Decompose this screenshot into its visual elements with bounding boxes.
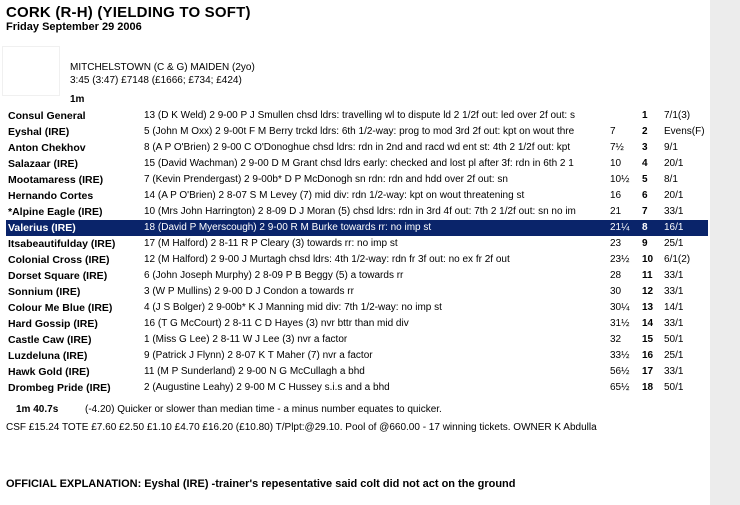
- runner-name: Castle Caw (IRE): [8, 334, 92, 346]
- runner-row[interactable]: [6, 124, 708, 140]
- runner-position: 11: [642, 270, 653, 281]
- runner-row[interactable]: [6, 364, 708, 380]
- runner-lengths: 30¼: [610, 302, 630, 313]
- runner-odds: 20/1: [664, 158, 684, 169]
- race-name: MITCHELSTOWN (C & G) MAIDEN (2yo): [70, 62, 255, 73]
- runner-details: 17 (M Halford) 2 8-11 R P Cleary (3) towards rr: no imp st: [144, 238, 398, 249]
- runner-name: Valerius (IRE): [8, 222, 76, 234]
- runner-odds: 14/1: [664, 302, 684, 313]
- runner-lengths: 23½: [610, 254, 630, 265]
- runner-row[interactable]: [6, 172, 708, 188]
- runner-odds: 33/1: [664, 286, 684, 297]
- runner-details: 13 (D K Weld) 2 9-00 P J Smullen chsd ldrs: travelling wl to dispute ld 2 1/2f out: led over 2f out: s: [144, 110, 575, 121]
- runner-position: 16: [642, 350, 654, 361]
- runner-row[interactable]: [6, 284, 708, 300]
- runner-row[interactable]: [6, 236, 708, 252]
- runner-details: 6 (John Joseph Murphy) 2 8-09 P B Beggy (5) a towards rr: [144, 270, 404, 281]
- runner-odds: 33/1: [664, 318, 684, 329]
- logo-placeholder: [2, 46, 60, 96]
- runner-row[interactable]: [6, 316, 708, 332]
- runner-name: Sonnium (IRE): [8, 286, 81, 298]
- runner-row[interactable]: [6, 380, 708, 396]
- runner-lengths: 7½: [610, 142, 624, 153]
- runner-lengths: 16: [610, 190, 622, 201]
- runner-name: Colour Me Blue (IRE): [8, 302, 113, 314]
- time-note: (-4.20) Quicker or slower than median time - a minus number equates to quicker.: [85, 404, 442, 415]
- runner-details: 3 (W P Mullins) 2 9-00 D J Condon a towards rr: [144, 286, 354, 297]
- runner-row[interactable]: [6, 156, 708, 172]
- runner-odds: 16/1: [664, 222, 684, 233]
- runner-lengths: 30: [610, 286, 622, 297]
- runner-position: 5: [642, 174, 648, 185]
- runner-name: Mootamaress (IRE): [8, 174, 104, 186]
- runner-row[interactable]: [6, 108, 708, 124]
- runner-position: 7: [642, 206, 648, 217]
- runner-name: Dorset Square (IRE): [8, 270, 108, 282]
- runner-position: 2: [642, 126, 648, 137]
- runner-odds: 6/1(2): [664, 254, 691, 265]
- runner-name: Colonial Cross (IRE): [8, 254, 110, 266]
- runner-name: Hawk Gold (IRE): [8, 366, 90, 378]
- runner-row[interactable]: [6, 268, 708, 284]
- runner-details: 10 (Mrs John Harrington) 2 8-09 D J Moran (5) chsd ldrs: rdn in 3rd 4f out: 7th 2 1/2f out: sn no im: [144, 206, 576, 217]
- runner-name: Consul General: [8, 110, 86, 122]
- runner-lengths: 21: [610, 206, 622, 217]
- runner-position: 18: [642, 382, 654, 393]
- runner-position: 8: [642, 222, 648, 233]
- runner-lengths: 10: [610, 158, 622, 169]
- runner-odds: 50/1: [664, 334, 684, 345]
- runners-list: [6, 108, 708, 396]
- runner-lengths: 33½: [610, 350, 630, 361]
- runner-name: Itsabeautifulday (IRE): [8, 238, 116, 250]
- runner-details: 16 (T G McCourt) 2 8-11 C D Hayes (3) nvr bttr than mid div: [144, 318, 409, 329]
- runner-odds: 20/1: [664, 190, 684, 201]
- runner-details: 9 (Patrick J Flynn) 2 8-07 K T Maher (7) nvr a factor: [144, 350, 373, 361]
- runner-details: 4 (J S Bolger) 2 9-00b* K J Manning mid div: 7th 1/2-way: no imp st: [144, 302, 442, 313]
- runner-details: 14 (A P O'Brien) 2 8-07 S M Levey (7) mid div: rdn 1/2-way: kpt on wout threatening st: [144, 190, 525, 201]
- meeting-date: Friday September 29 2006: [6, 21, 142, 33]
- runner-position: 1: [642, 110, 648, 121]
- official-explanation: OFFICIAL EXPLANATION: Eyshal (IRE) -trainer's repesentative said colt did not act on the ground: [6, 478, 516, 490]
- runner-row[interactable]: [6, 252, 708, 268]
- runner-details: 15 (David Wachman) 2 9-00 D M Grant chsd ldrs early: checked and lost pl after 3f: rdn in 6th 2 1: [144, 158, 574, 169]
- tote-returns: CSF £15.24 TOTE £7.60 £2.50 £1.10 £4.70 £16.20 (£10.80) T/Plpt:@29.10. Pool of @660.00 - 17 winning tickets. OWNER K Abdulla: [6, 422, 597, 433]
- runner-details: 5 (John M Oxx) 2 9-00t F M Berry trckd ldrs: 6th 1/2-way: prog to mod 3rd 2f out: kpt on wout thre: [144, 126, 575, 137]
- runner-name: Hernando Cortes: [8, 190, 94, 202]
- runner-odds: Evens(F): [664, 126, 705, 137]
- runner-position: 12: [642, 286, 654, 297]
- runner-row[interactable]: [6, 140, 708, 156]
- runner-row[interactable]: [6, 348, 708, 364]
- winning-time: 1m 40.7s: [16, 404, 59, 415]
- runner-odds: 33/1: [664, 206, 684, 217]
- runner-details: 11 (M P Sunderland) 2 9-00 N G McCullagh a bhd: [144, 366, 365, 377]
- runner-lengths: 10½: [610, 174, 630, 185]
- runner-details: 8 (A P O'Brien) 2 9-00 C O'Donoghue chsd ldrs: rdn in 2nd and racd wd ent st: 4th 2 1/2f out: kpt: [144, 142, 571, 153]
- runner-name: Eyshal (IRE): [8, 126, 70, 138]
- runner-odds: 25/1: [664, 238, 684, 249]
- runner-odds: 33/1: [664, 270, 684, 281]
- runner-lengths: 56½: [610, 366, 630, 377]
- runner-lengths: 28: [610, 270, 622, 281]
- runner-details: 18 (David P Myerscough) 2 9-00 R M Burke towards rr: no imp st: [144, 222, 432, 233]
- runner-position: 15: [642, 334, 654, 345]
- runner-position: 10: [642, 254, 654, 265]
- runner-lengths: 7: [610, 126, 616, 137]
- runner-lengths: 65½: [610, 382, 630, 393]
- runner-odds: 25/1: [664, 350, 684, 361]
- runner-lengths: 31½: [610, 318, 630, 329]
- runner-details: 1 (Miss G Lee) 2 8-11 W J Lee (3) nvr a factor: [144, 334, 348, 345]
- runner-row[interactable]: [6, 300, 708, 316]
- runner-lengths: 21¼: [610, 222, 630, 233]
- runner-name: Salazaar (IRE): [8, 158, 79, 170]
- runner-position: 6: [642, 190, 648, 201]
- runner-row[interactable]: [6, 220, 708, 236]
- runner-details: 2 (Augustine Leahy) 2 9-00 M C Hussey s.i.s and a bhd: [144, 382, 390, 393]
- runner-name: Luzdeluna (IRE): [8, 350, 88, 362]
- runner-odds: 50/1: [664, 382, 684, 393]
- runner-name: Drombeg Pride (IRE): [8, 382, 111, 394]
- side-panel: [710, 0, 740, 505]
- runner-odds: 9/1: [664, 142, 678, 153]
- runner-odds: 7/1(3): [664, 110, 691, 121]
- runner-position: 4: [642, 158, 648, 169]
- race-time-prize: 3:45 (3:47) £7148 (£1666; £734; £424): [70, 75, 242, 86]
- runner-details: 12 (M Halford) 2 9-00 J Murtagh chsd ldrs: 4th 1/2-way: rdn fr 3f out: no ex fr 2f out: [144, 254, 510, 265]
- runner-position: 13: [642, 302, 654, 313]
- runner-details: 7 (Kevin Prendergast) 2 9-00b* D P McDonogh sn rdn: rdn and hdd over 2f out: sn: [144, 174, 508, 185]
- race-distance: 1m: [70, 94, 85, 105]
- runner-position: 9: [642, 238, 648, 249]
- runner-position: 14: [642, 318, 654, 329]
- runner-lengths: 23: [610, 238, 622, 249]
- meeting-title: CORK (R-H) (YIELDING TO SOFT): [6, 4, 251, 21]
- runner-name: *Alpine Eagle (IRE): [8, 206, 103, 218]
- runner-position: 17: [642, 366, 654, 377]
- runner-odds: 33/1: [664, 366, 684, 377]
- runner-odds: 8/1: [664, 174, 678, 185]
- runner-row[interactable]: [6, 332, 708, 348]
- runner-name: Anton Chekhov: [8, 142, 86, 154]
- runner-row[interactable]: [6, 204, 708, 220]
- runner-name: Hard Gossip (IRE): [8, 318, 98, 330]
- runner-row[interactable]: [6, 188, 708, 204]
- runner-lengths: 32: [610, 334, 622, 345]
- runner-position: 3: [642, 142, 648, 153]
